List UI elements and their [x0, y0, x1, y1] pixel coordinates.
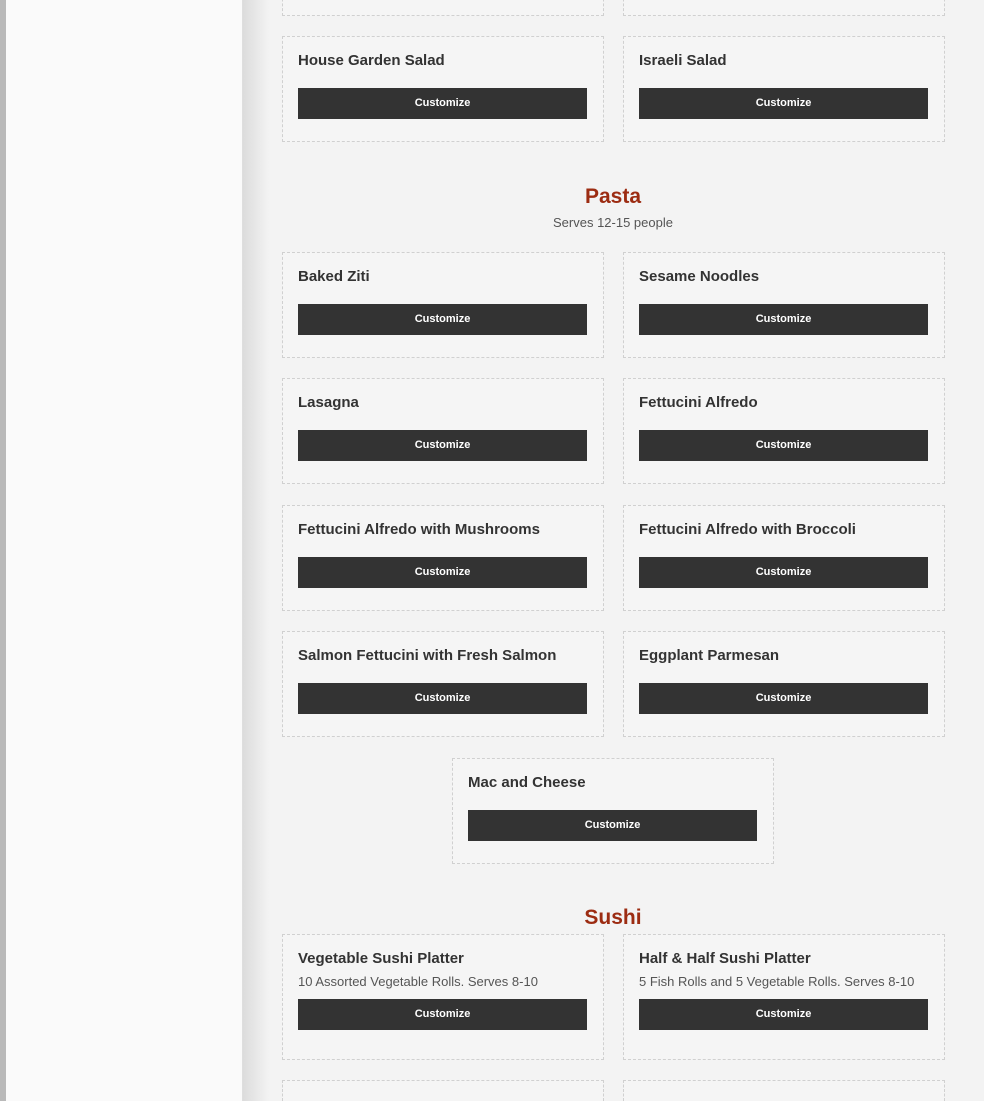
- menu-item-name: Sesame Noodles: [639, 268, 760, 285]
- customize-button[interactable]: Customize: [639, 557, 928, 588]
- menu-item-name: Salmon Fettucini with Fresh Salmon: [298, 647, 557, 664]
- menu-item-card: [282, 252, 604, 358]
- menu-item-card: [623, 0, 945, 16]
- customize-button[interactable]: Customize: [298, 557, 587, 588]
- menu-item-description: 10 Assorted Vegetable Rolls. Serves 8-10: [298, 974, 538, 989]
- customize-button[interactable]: Customize: [639, 430, 928, 461]
- menu-item-description: 5 Fish Rolls and 5 Vegetable Rolls. Serves 8-10: [639, 974, 915, 989]
- section-subtitle-pasta: Serves 12-15 people: [553, 215, 673, 230]
- menu-item-name: Vegetable Sushi Platter: [298, 950, 464, 967]
- menu-item-card: [623, 934, 945, 1060]
- menu-item-name: Lasagna: [298, 394, 359, 411]
- menu-item-card: [623, 631, 945, 737]
- menu-item-name: Israeli Salad: [639, 52, 727, 69]
- menu-item-card: [282, 505, 604, 611]
- menu-item-card: [623, 378, 945, 484]
- menu-item-card: [282, 0, 604, 16]
- menu-item-name: Fettucini Alfredo with Mushrooms: [298, 521, 540, 538]
- customize-button[interactable]: Customize: [298, 430, 587, 461]
- menu-item-card: [282, 934, 604, 1060]
- customize-button[interactable]: Customize: [639, 304, 928, 335]
- menu-item-name: House Garden Salad: [298, 52, 445, 69]
- menu-item-card: [623, 505, 945, 611]
- customize-button[interactable]: Customize: [298, 999, 587, 1030]
- customize-button[interactable]: Customize: [298, 88, 587, 119]
- customize-button[interactable]: Customize: [639, 999, 928, 1030]
- menu-item-name: Fettucini Alfredo: [639, 394, 758, 411]
- sidebar-shadow: [243, 0, 269, 1101]
- menu-item-name: Mac and Cheese: [468, 774, 586, 791]
- menu-item-card: [452, 758, 774, 864]
- customize-button[interactable]: Customize: [298, 683, 587, 714]
- menu-item-card: [623, 1080, 945, 1101]
- sidebar: [6, 0, 243, 1101]
- menu-item-card: [282, 378, 604, 484]
- menu-item-name: Fettucini Alfredo with Broccoli: [639, 521, 856, 538]
- menu-item-card: [282, 36, 604, 142]
- customize-button[interactable]: Customize: [468, 810, 757, 841]
- menu-item-name: Baked Ziti: [298, 268, 370, 285]
- menu-item-name: Eggplant Parmesan: [639, 647, 780, 664]
- customize-button[interactable]: Customize: [639, 88, 928, 119]
- customize-button[interactable]: Customize: [639, 683, 928, 714]
- menu-item-card: [282, 1080, 604, 1101]
- menu-item-card: [282, 631, 604, 737]
- customize-button[interactable]: Customize: [298, 304, 587, 335]
- section-title-sushi: Sushi: [584, 906, 642, 929]
- menu-item-card: [623, 36, 945, 142]
- menu-item-name: Half & Half Sushi Platter: [639, 950, 811, 967]
- right-gutter: [984, 0, 990, 1101]
- section-title-pasta: Pasta: [584, 185, 642, 208]
- menu-item-card: [623, 252, 945, 358]
